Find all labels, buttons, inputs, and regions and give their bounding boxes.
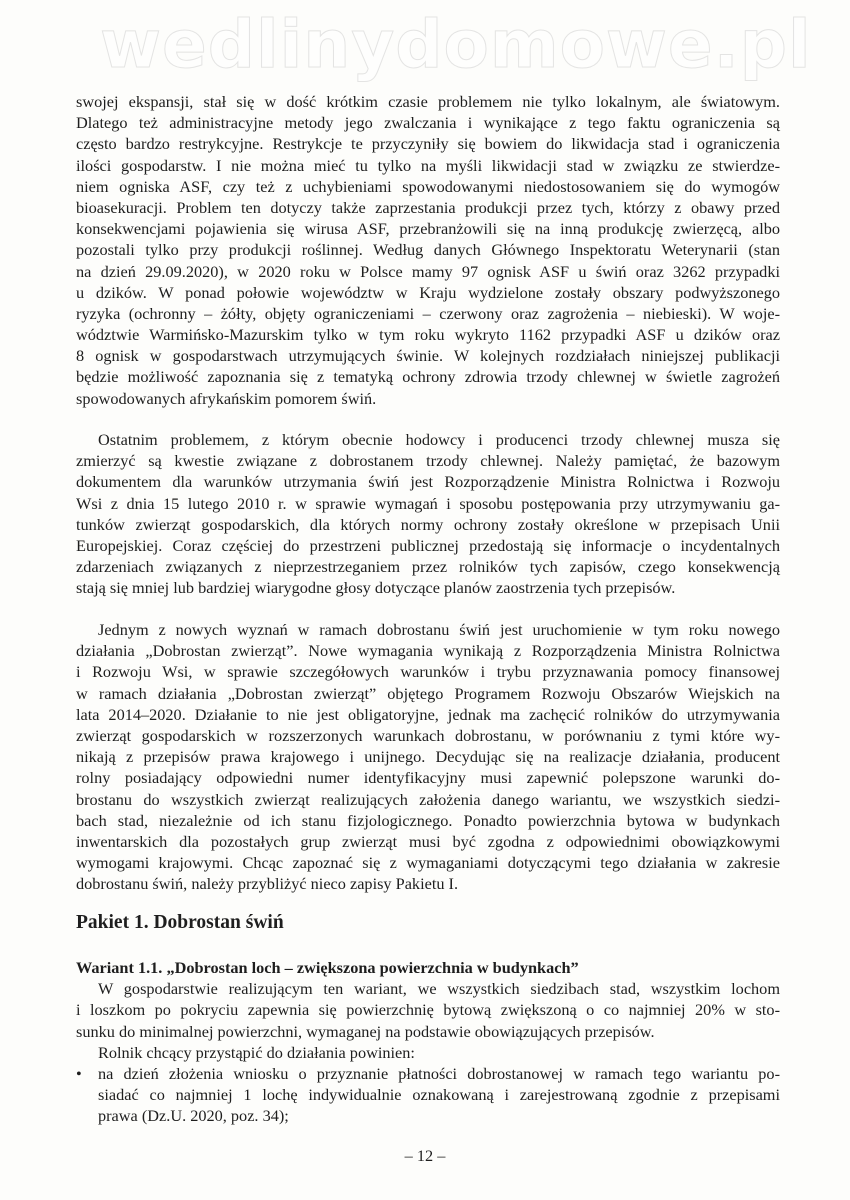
- text-line: Dlatego też administracyjne metody jego zwalczania i wynikające z tego faktu ograniczenia są: [76, 113, 780, 133]
- text-line: rolny posiadający odpowiedni numer identyfikacyjny musi zapewnić polepszone warunki do-: [76, 768, 780, 788]
- page-number: – 12 –: [404, 1146, 446, 1165]
- text-line: Rolnik chcący przystąpić do działania powinien:: [98, 1042, 415, 1062]
- text-line: Ostatnim problemem, z którym obecnie hodowcy i producenci trzody chlewnej musza się: [98, 430, 780, 449]
- text-line: na dzień złożenia wniosku o przyznanie płatności dobrostanowej w ramach tego wariantu po-: [98, 1063, 780, 1083]
- text-line: zwierząt gospodarskich w rozszerzonych warunkach dobrostanu, w porównaniu z tymi które wy-: [76, 725, 780, 745]
- text-line: brostanu do wszystkich zwierząt realizujących założenia danego wariantu, we wszystkich siedzi-: [76, 789, 780, 809]
- variant-section: [76, 957, 780, 1127]
- text-line: w ramach działania „Dobrostan zwierząt” objętego Programem Rozwoju Obszarów Wiejskich na: [76, 683, 780, 703]
- text-line: swojej ekspansji, stał się w dość krótkim czasie problemem nie tylko lokalnym, ale światowym.: [76, 92, 780, 111]
- text-line: siadać co najmniej 1 lochę indywidualnie oznakowaną i zarejestrowaną zgodnie z przepisami: [98, 1085, 780, 1105]
- text-line: zdarzeniach związanych z nieprzestrzeganiem przez rolników tych zapisów, czego konsekwencją: [76, 557, 780, 577]
- text-line: Jednym z nowych wyznań w ramach dobrostanu świń jest uruchomienie w tym roku nowego: [98, 620, 780, 639]
- text-line: sunku do minimalnej powierzchni, wymaganej na podstawie obowiązujących przepisów.: [76, 1021, 655, 1041]
- text-line: ilości gospodarstw. I nie można mieć tu tylko na myśli likwidacji stad w związku ze stwierdze-: [76, 155, 780, 175]
- paragraph-1: [76, 91, 780, 409]
- text-line: bach stad, niezależnie od ich stanu fizjologicznego. Ponadto powierzchnia bytowa w budynkach: [76, 810, 780, 830]
- text-line: 8 ognisk w gospodarstwach utrzymujących świnie. W kolejnych rozdziałach niniejszej publikacji: [76, 346, 780, 366]
- bullet-list-item: [76, 1063, 780, 1127]
- text-line: nikają z przepisów prawa krajowego i unijnego. Decydując się na realizacje działania, producent: [76, 747, 780, 767]
- text-line: tunków zwierząt gospodarskich, dla których normy ochrony zostały określone w przepisach Unii: [76, 514, 780, 534]
- text-line: i Rozwoju Wsi, w sprawie szczegółowych warunków i trybu przyznawania pomocy finansowej: [76, 662, 780, 682]
- text-line: stają się mniej lub bardziej wiarygodne głosy dotyczące planów zaostrzenia tych przepisów.: [76, 578, 676, 598]
- text-line: spowodowanych afrykańskim pomorem świń.: [76, 388, 377, 408]
- text-line: bioasekuracji. Problem ten dotyczy także zaprzestania produkcji przez tych, którzy z obawy przed: [76, 197, 780, 217]
- paragraph-3: [76, 619, 780, 894]
- text-line: wództwie Warmińsko-Mazurskim tylko w tym roku wykryto 1162 przypadki ASF u dzików oraz: [76, 325, 780, 345]
- text-line: ryzyka (ochronny – żółty, objęty ograniczeniami – czerwony oraz zagrożenia – niebieski). W woje-: [76, 303, 780, 323]
- text-line: u dzików. W ponad połowie województw w Kraju wydzielone zostały obszary podwyższonego: [76, 282, 780, 302]
- text-line: W gospodarstwie realizującym ten wariant, we wszystkich siedzibach stad, wszystkim lochom: [98, 979, 780, 999]
- watermark: wedlinydomowe.pl: [100, 6, 812, 83]
- text-line: prawa (Dz.U. 2020, poz. 34);: [98, 1106, 289, 1126]
- text-line: i loszkom po pokryciu zapewnia się powierzchnię bytową zwiększoną o co najmniej 20% w sto-: [76, 1000, 780, 1020]
- text-line: dokumentem dla warunków utrzymania świń jest Rozporządzenie Ministra Rolnictwa i Rozwoju: [76, 472, 780, 492]
- text-line: zmierzyć są kwestie związane z dobrostanem trzody chlewnej. Należy pamiętać, że bazowym: [76, 451, 780, 471]
- text-line: działania „Dobrostan zwierząt”. Nowe wymagania wynikają z Rozporządzenia Ministra Rolnictwa: [76, 641, 780, 661]
- text-line: inwentarskich dla pozostałych grup zwierząt musi być zgodna z odpowiednimi obowiązkowymi: [76, 831, 780, 851]
- text-line: niem ogniska ASF, czy też z uchybieniami spowodowanymi niedostosowaniem się do wymogów: [76, 176, 780, 196]
- bullet-icon: •: [76, 1063, 82, 1083]
- text-line: konsekwencjami pojawienia się wirusa ASF, przebranżowili się na inną produkcję zwierzęcą, albo: [76, 219, 780, 239]
- section-heading: Pakiet 1. Dobrostan świń: [76, 912, 284, 933]
- text-line: lata 2014–2020. Działanie to nie jest obligatoryjne, jednak ma zachęcić rolników do utrzymywania: [76, 704, 780, 724]
- paragraph-2: [76, 429, 780, 599]
- text-line: będzie możliwość zapoznania się z tematyką ochrony zdrowia trzody chlewnej w świetle zagrożeń: [76, 367, 780, 387]
- text-line: Wsi z dnia 15 lutego 2010 r. w sprawie wymagań i sposobu postępowania przy utrzymywaniu ga-: [76, 493, 780, 513]
- text-line: wymogami krajowymi. Chcąc zapoznać się z wymaganiami dotyczącymi tego działania w zakresie: [76, 853, 780, 873]
- text-line: Europejskiej. Coraz częściej do przestrzeni publicznej przedostają się informacje o incydentalnych: [76, 535, 780, 555]
- text-line: pozostali tylko przy produkcji roślinnej. Według danych Głównego Inspektoratu Weterynarii (stan: [76, 240, 780, 260]
- text-line: na dzień 29.09.2020), w 2020 roku w Polsce mamy 97 ognisk ASF u świń oraz 3262 przypadki: [76, 261, 780, 281]
- text-line: dobrostanu świń, należy przybliżyć nieco zapisy Pakietu I.: [76, 874, 459, 894]
- text-line: często bardzo restrykcyjne. Restrykcje te przyczyniły się bowiem do likwidacja stad i ograniczenia: [76, 134, 780, 154]
- variant-title: Wariant 1.1. „Dobrostan loch – zwiększona powierzchnia w budynkach”: [76, 958, 579, 977]
